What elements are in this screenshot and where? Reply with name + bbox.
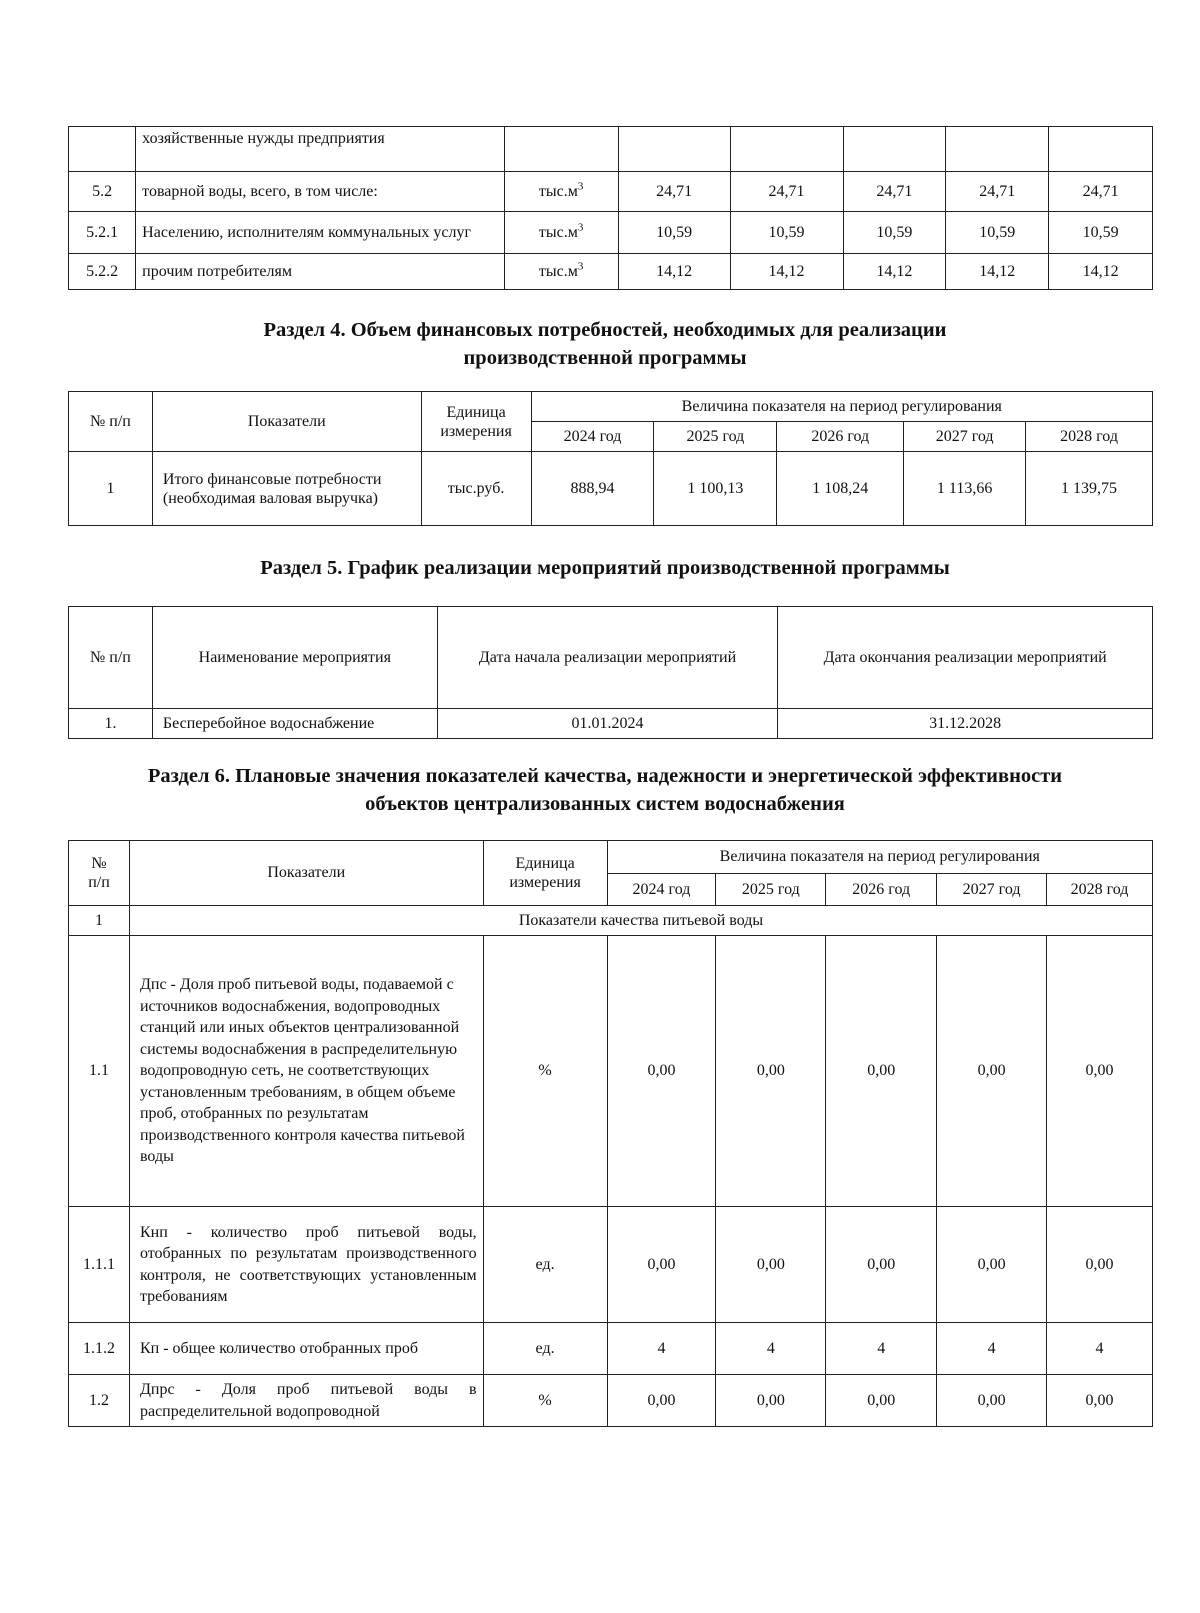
header-row bbox=[69, 841, 1153, 874]
header-row bbox=[69, 392, 1153, 422]
header-year: 2026 год bbox=[777, 422, 904, 452]
row-value: 1 100,13 bbox=[654, 452, 777, 526]
group-row bbox=[69, 906, 1153, 936]
row-num: 1.1.2 bbox=[69, 1323, 130, 1375]
row-name: Кнп - количество проб питьевой воды, отобранных по результатам производственного контроля, не соответствующих установленным требованиям bbox=[129, 1207, 483, 1323]
table-row bbox=[69, 1375, 1153, 1427]
row-value: 0,00 bbox=[937, 1375, 1047, 1427]
row-name: Дпрс - Доля проб питьевой воды в распределительной водопроводной bbox=[129, 1375, 483, 1427]
row-value: 888,94 bbox=[531, 452, 654, 526]
row-num: 5.2.1 bbox=[69, 212, 136, 254]
row-value: 10,59 bbox=[946, 212, 1049, 254]
row-num: 1 bbox=[69, 452, 153, 526]
row-unit: тыс.руб. bbox=[421, 452, 531, 526]
header-num: № п/п bbox=[69, 392, 153, 452]
row-value: 0,00 bbox=[607, 1207, 716, 1323]
row-name: Дпс - Доля проб питьевой воды, подаваемой с источников водоснабжения, водопроводных станций или иных объектов централизованной системы водоснабжения в распределительную водопроводную сеть, не соответствующих установленным требованиям, в общем объеме проб, отобранных по результатам производственного контроля качества питьевой воды bbox=[129, 936, 483, 1207]
row-value: 4 bbox=[826, 1323, 937, 1375]
row-value: 24,71 bbox=[1049, 172, 1153, 212]
table-row bbox=[69, 172, 1153, 212]
row-value: 0,00 bbox=[716, 1207, 826, 1323]
row-value: 14,12 bbox=[618, 254, 730, 290]
header-year: 2025 год bbox=[654, 422, 777, 452]
row-name: Населению, исполнителям коммунальных услуг bbox=[136, 212, 504, 254]
row-value: 14,12 bbox=[730, 254, 843, 290]
header-year: 2028 год bbox=[1026, 422, 1153, 452]
section5-title: Раздел 5. График реализации мероприятий производственной программы bbox=[260, 557, 950, 579]
header-year: 2024 год bbox=[607, 874, 716, 906]
row-value bbox=[1049, 127, 1153, 172]
table-row bbox=[69, 254, 1153, 290]
row-name: Кп - общее количество отобранных проб bbox=[129, 1323, 483, 1375]
table-row bbox=[69, 212, 1153, 254]
row-value: 0,00 bbox=[826, 936, 937, 1207]
row-num: 1. bbox=[69, 709, 153, 739]
row-value: 10,59 bbox=[843, 212, 946, 254]
row-value: 0,00 bbox=[716, 936, 826, 1207]
row-unit: $тыс.м^3$ bbox=[504, 254, 618, 290]
row-value: 24,71 bbox=[730, 172, 843, 212]
row-start-date: 01.01.2024 bbox=[437, 709, 778, 739]
row-unit: ед. bbox=[483, 1323, 607, 1375]
row-value: 24,71 bbox=[946, 172, 1049, 212]
row-value: 0,00 bbox=[826, 1207, 937, 1323]
row-value: 0,00 bbox=[716, 1375, 826, 1427]
row-value bbox=[618, 127, 730, 172]
section6-table bbox=[68, 840, 1153, 1427]
row-value: 1 108,24 bbox=[777, 452, 904, 526]
row-num: 1.2 bbox=[69, 1375, 130, 1427]
row-value: 1 139,75 bbox=[1026, 452, 1153, 526]
row-unit: ед. bbox=[483, 1207, 607, 1323]
row-name: прочим потребителям bbox=[136, 254, 504, 290]
group-num: 1 bbox=[69, 906, 130, 936]
row-value: 0,00 bbox=[1047, 936, 1153, 1207]
row-value: 14,12 bbox=[1049, 254, 1153, 290]
row-num bbox=[69, 127, 136, 172]
row-name: Бесперебойное водоснабжение bbox=[152, 709, 437, 739]
table-row bbox=[69, 452, 1153, 526]
header-start: Дата начала реализации мероприятий bbox=[437, 607, 778, 709]
row-value: 4 bbox=[1047, 1323, 1153, 1375]
row-value bbox=[730, 127, 843, 172]
row-value: 14,12 bbox=[946, 254, 1049, 290]
row-num: 5.2.2 bbox=[69, 254, 136, 290]
group-title: Показатели качества питьевой воды bbox=[129, 906, 1152, 936]
row-end-date: 31.12.2028 bbox=[778, 709, 1153, 739]
table-row bbox=[69, 709, 1153, 739]
row-value: 4 bbox=[607, 1323, 716, 1375]
row-unit: % bbox=[483, 1375, 607, 1427]
section4-title: Раздел 4. Объем финансовых потребностей, необходимых для реализации производственной программы bbox=[263, 319, 947, 369]
section6-title: Раздел 6. Плановые значения показателей качества, надежности и энергетической эффективности объектов централизованных систем водоснабжения bbox=[147, 765, 1063, 815]
header-year: 2025 год bbox=[716, 874, 826, 906]
row-value: 14,12 bbox=[843, 254, 946, 290]
section5-table bbox=[68, 606, 1153, 739]
row-num: 1.1 bbox=[69, 936, 130, 1207]
header-year: 2027 год bbox=[904, 422, 1026, 452]
row-value: 24,71 bbox=[618, 172, 730, 212]
header-end: Дата окончания реализации мероприятий bbox=[778, 607, 1153, 709]
section4-table bbox=[68, 391, 1153, 526]
row-value: 1 113,66 bbox=[904, 452, 1026, 526]
row-value: 10,59 bbox=[730, 212, 843, 254]
table-row bbox=[69, 127, 1153, 172]
header-year: 2028 год bbox=[1047, 874, 1153, 906]
table-row bbox=[69, 1207, 1153, 1323]
table-top-continuation bbox=[68, 126, 1153, 290]
row-unit: $тыс.м^3$ bbox=[504, 172, 618, 212]
header-period: Величина показателя на период регулирования bbox=[607, 841, 1152, 874]
row-name: товарной воды, всего, в том числе: bbox=[136, 172, 504, 212]
row-value bbox=[843, 127, 946, 172]
header-indicators: Показатели bbox=[129, 841, 483, 906]
row-num: 5.2 bbox=[69, 172, 136, 212]
header-period: Величина показателя на период регулирования bbox=[531, 392, 1152, 422]
row-name: Итого финансовые потребности (необходимая валовая выручка) bbox=[152, 452, 421, 526]
header-num: № п/п bbox=[69, 607, 153, 709]
row-value: 0,00 bbox=[1047, 1375, 1153, 1427]
row-value: 0,00 bbox=[826, 1375, 937, 1427]
row-value: 4 bbox=[937, 1323, 1047, 1375]
header-year: 2024 год bbox=[531, 422, 654, 452]
header-unit: Единица измерения bbox=[483, 841, 607, 906]
table-row bbox=[69, 1323, 1153, 1375]
row-value bbox=[946, 127, 1049, 172]
row-value: 4 bbox=[716, 1323, 826, 1375]
row-value: 0,00 bbox=[937, 1207, 1047, 1323]
header-num: № п/п bbox=[69, 841, 130, 906]
row-value: 10,59 bbox=[618, 212, 730, 254]
header-row bbox=[69, 607, 1153, 709]
row-unit: % bbox=[483, 936, 607, 1207]
row-value: 0,00 bbox=[607, 936, 716, 1207]
row-value: 24,71 bbox=[843, 172, 946, 212]
header-unit: Единица измерения bbox=[421, 392, 531, 452]
table-row bbox=[69, 936, 1153, 1207]
row-num: 1.1.1 bbox=[69, 1207, 130, 1323]
row-unit: $тыс.м^3$ bbox=[504, 212, 618, 254]
header-name: Наименование мероприятия bbox=[152, 607, 437, 709]
row-value: 0,00 bbox=[607, 1375, 716, 1427]
row-value: 10,59 bbox=[1049, 212, 1153, 254]
header-year: 2026 год bbox=[826, 874, 937, 906]
header-year: 2027 год bbox=[937, 874, 1047, 906]
row-unit bbox=[504, 127, 618, 172]
row-name: хозяйственные нужды предприятия bbox=[136, 127, 504, 172]
row-value: 0,00 bbox=[1047, 1207, 1153, 1323]
row-value: 0,00 bbox=[937, 936, 1047, 1207]
header-indicators: Показатели bbox=[152, 392, 421, 452]
